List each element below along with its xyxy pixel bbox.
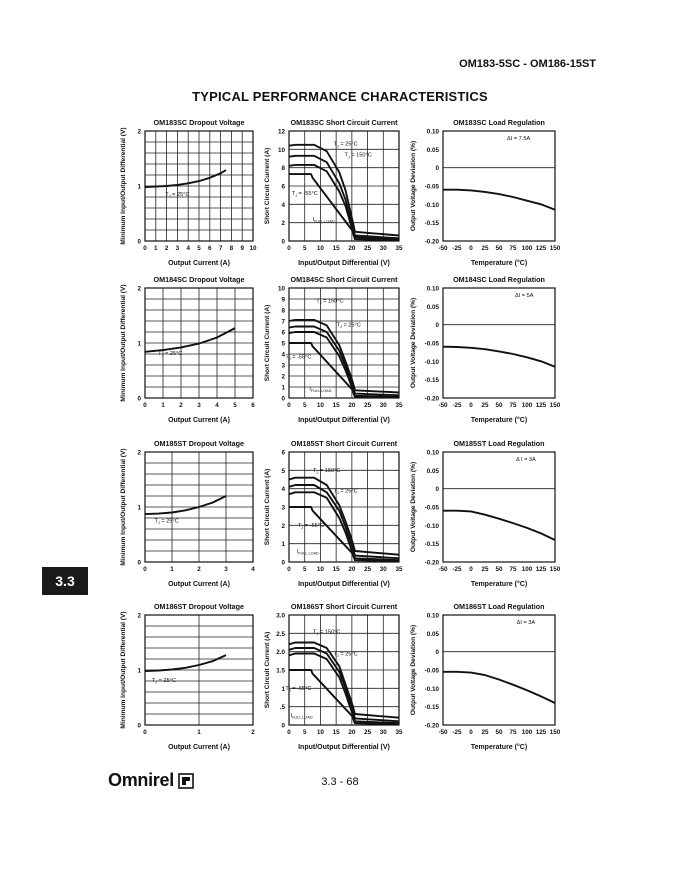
curve-annotation: ΔI = 3A xyxy=(516,620,536,627)
x-tick-label: 100 xyxy=(521,566,533,573)
y-tick-label: 0.10 xyxy=(426,612,439,620)
chart-8 xyxy=(264,439,403,588)
x-tick-label: 150 xyxy=(549,566,561,573)
x-tick-label: -25 xyxy=(452,245,462,252)
y-tick-label: -0.15 xyxy=(424,377,439,385)
series-line-2 xyxy=(289,485,399,558)
series-line xyxy=(145,170,226,187)
y-tick-label: 0.05 xyxy=(426,146,439,154)
y-tick-label: 9 xyxy=(281,296,285,304)
x-tick-label: -50 xyxy=(438,245,448,252)
chart-title: OM183SC Short Circuit Current xyxy=(290,118,398,127)
x-tick-label: 15 xyxy=(332,402,340,409)
x-tick-label: 0 xyxy=(143,729,147,736)
y-tick-label: 0.10 xyxy=(426,285,439,293)
y-axis-label: Minimum Input/Output Differential (V) xyxy=(120,448,127,566)
x-tick-label: 30 xyxy=(379,402,387,409)
x-tick-label: -25 xyxy=(452,729,462,736)
y-tick-label: 3.0 xyxy=(276,612,285,620)
x-tick-label: 15 xyxy=(332,245,340,252)
y-tick-label: 0 xyxy=(137,238,141,246)
y-axis-label: Minimum Input/Output Differential (V) xyxy=(120,611,127,729)
y-axis-label: Short Circuit Current (A) xyxy=(264,304,271,382)
x-axis-label: Output Current (A) xyxy=(168,260,230,267)
curve-annotation: $T_J = 25^\circ C$ xyxy=(154,518,179,525)
curve-annotation: $T_J = 25^\circ C$ xyxy=(333,488,358,495)
y-tick-label: 0 xyxy=(435,165,439,173)
y-tick-label: 8 xyxy=(281,165,285,173)
series-line xyxy=(443,511,555,540)
y-tick-label: 4 xyxy=(281,351,285,359)
x-axis-label: Input/Output Differential (V) xyxy=(298,581,390,588)
x-tick-label: 100 xyxy=(521,729,533,736)
y-tick-label: 1 xyxy=(137,667,141,675)
series-line-3 xyxy=(289,165,399,240)
series-line-2 xyxy=(289,648,399,721)
x-tick-label: 6 xyxy=(208,245,212,252)
chart-6 xyxy=(410,275,561,424)
curve-annotation: $T_J = 25^\circ C$ xyxy=(158,351,183,358)
y-tick-label: 2 xyxy=(281,220,285,228)
y-tick-label: .5 xyxy=(279,704,285,712)
y-tick-label: -0.10 xyxy=(424,685,439,693)
y-axis-label: Short Circuit Current (A) xyxy=(264,468,271,546)
x-tick-label: 8 xyxy=(229,245,234,252)
chart-title: OM186ST Dropout Voltage xyxy=(153,602,245,611)
x-tick-label: 0 xyxy=(469,402,473,409)
chart-title: OM185ST Dropout Voltage xyxy=(153,439,245,448)
x-tick-label: 0 xyxy=(287,729,291,736)
series-line-4 xyxy=(289,343,399,397)
x-tick-label: 50 xyxy=(495,566,503,573)
curve-annotation: $T_J = -55^\circ C$ xyxy=(297,523,325,530)
x-tick-label: 10 xyxy=(249,245,257,252)
y-tick-label: 0.10 xyxy=(426,128,439,136)
curve-annotation: $T_J = -55^\circ C$ xyxy=(291,191,318,198)
logo-text: Omnirel xyxy=(108,770,174,790)
x-axis-label: Output Current (A) xyxy=(168,417,230,424)
y-tick-label: 10 xyxy=(277,285,285,293)
series-line xyxy=(443,672,555,703)
x-tick-label: 0 xyxy=(143,566,147,573)
y-tick-label: 0 xyxy=(435,486,439,494)
x-tick-label: 100 xyxy=(521,245,533,252)
x-tick-label: 0 xyxy=(469,566,473,573)
x-tick-label: 1 xyxy=(154,245,158,252)
series-line xyxy=(145,496,226,514)
series-line xyxy=(443,190,555,210)
x-tick-label: 25 xyxy=(481,566,489,573)
x-tick-label: 3 xyxy=(224,566,228,573)
chart-3 xyxy=(410,118,561,267)
y-tick-label: 7 xyxy=(281,318,285,326)
chart-title: OM184SC Short Circuit Current xyxy=(290,275,398,284)
x-tick-label: 5 xyxy=(302,245,307,252)
x-tick-label: -50 xyxy=(438,566,448,573)
x-tick-label: 50 xyxy=(495,402,503,409)
x-tick-label: 25 xyxy=(364,729,372,736)
x-axis-label: Output Current (A) xyxy=(168,744,230,751)
chart-4 xyxy=(120,275,255,424)
x-tick-label: 75 xyxy=(509,566,517,573)
curve-annotation: $I_{FULL LOAD}$ xyxy=(290,712,313,720)
y-tick-label: 2 xyxy=(137,285,141,293)
chart-title: OM183SC Load Regulation xyxy=(453,118,545,127)
x-tick-label: 75 xyxy=(509,245,517,252)
x-tick-label: 20 xyxy=(348,402,356,409)
y-tick-label: -0.10 xyxy=(424,201,439,209)
y-tick-label: -0.20 xyxy=(424,722,439,730)
plot-frame xyxy=(443,288,555,398)
y-tick-label: 4 xyxy=(281,486,285,494)
curve-annotation: $T_J = 150^\circ C$ xyxy=(344,152,372,160)
curve-annotation: $T_J = 150^\circ C$ xyxy=(316,298,344,305)
x-tick-label: 150 xyxy=(549,245,561,252)
y-axis-label: Output Voltage Deviation (%) xyxy=(410,297,417,389)
y-axis-label: Output Voltage Deviation (%) xyxy=(410,624,417,716)
curve-annotation: $T_J = 25^\circ C$ xyxy=(336,322,361,330)
y-tick-label: 2 xyxy=(281,373,285,381)
x-tick-label: 0 xyxy=(143,402,147,409)
y-tick-label: 0 xyxy=(137,559,141,567)
x-tick-label: 20 xyxy=(348,245,356,252)
chart-title: OM185ST Load Regulation xyxy=(453,439,545,448)
y-tick-label: -0.05 xyxy=(424,183,439,191)
x-tick-label: 35 xyxy=(395,245,403,252)
x-tick-label: 20 xyxy=(348,729,356,736)
x-tick-label: 1 xyxy=(170,566,174,573)
omnirel-mark-icon xyxy=(178,773,194,789)
y-tick-label: 0 xyxy=(281,722,285,730)
y-tick-label: 10 xyxy=(277,146,285,154)
x-axis-label: Output Current (A) xyxy=(168,581,230,588)
x-tick-label: 2 xyxy=(164,245,169,252)
y-tick-label: 1 xyxy=(281,384,285,392)
x-axis-label: Input/Output Differential (V) xyxy=(298,417,390,424)
x-tick-label: 0 xyxy=(469,245,473,252)
x-tick-label: 0 xyxy=(469,729,473,736)
x-tick-label: 5 xyxy=(302,566,307,573)
y-tick-label: 1 xyxy=(281,541,285,549)
x-tick-label: 0 xyxy=(143,245,147,252)
y-tick-label: 0.10 xyxy=(426,449,439,457)
curve-annotation: ΔI = 5A xyxy=(514,293,534,300)
chart-2 xyxy=(264,118,403,267)
x-tick-label: 15 xyxy=(332,729,340,736)
y-axis-label: Short Circuit Current (A) xyxy=(264,147,271,225)
y-tick-label: 1 xyxy=(281,685,285,693)
x-tick-label: 35 xyxy=(395,729,403,736)
y-tick-label: 6 xyxy=(281,183,285,191)
x-tick-label: 100 xyxy=(521,402,533,409)
series-line xyxy=(443,347,555,367)
y-tick-label: -0.15 xyxy=(424,704,439,712)
y-tick-label: 3 xyxy=(281,504,285,512)
chart-1 xyxy=(120,118,257,267)
y-tick-label: -0.05 xyxy=(424,667,439,675)
y-tick-label: -0.15 xyxy=(424,541,439,549)
y-tick-label: -0.20 xyxy=(424,395,439,403)
y-tick-label: -0.05 xyxy=(424,340,439,348)
x-tick-label: -50 xyxy=(438,729,448,736)
x-axis-label: Temperature (°C) xyxy=(470,744,528,751)
curve-annotation: $T_J = 150^\circ C$ xyxy=(313,629,341,636)
y-tick-label: 0 xyxy=(281,559,285,567)
x-tick-label: 30 xyxy=(379,245,387,252)
x-tick-label: 5 xyxy=(302,402,307,409)
y-axis-label: Output Voltage Deviation (%) xyxy=(410,461,417,553)
y-tick-label: -0.20 xyxy=(424,238,439,246)
curve-annotation: $T_J = 25^\circ C$ xyxy=(165,191,190,199)
plot-frame xyxy=(443,131,555,241)
y-tick-label: 0 xyxy=(435,649,439,657)
chart-5 xyxy=(264,275,403,424)
y-tick-label: 2 xyxy=(137,128,141,136)
x-tick-label: 10 xyxy=(316,245,324,252)
curve-annotation: $I_{FULL LOAD}$ xyxy=(312,216,335,224)
y-axis-label: Minimum Input/Output Differential (V) xyxy=(120,127,127,245)
y-tick-label: 5 xyxy=(281,467,285,475)
chart-title: OM186ST Load Regulation xyxy=(453,602,545,611)
x-axis-label: Input/Output Differential (V) xyxy=(298,744,390,751)
y-tick-label: -0.15 xyxy=(424,220,439,228)
y-tick-label: 5 xyxy=(281,340,285,348)
x-tick-label: 3 xyxy=(197,402,201,409)
x-tick-label: -25 xyxy=(452,402,462,409)
x-tick-label: 5 xyxy=(302,729,307,736)
y-tick-label: -0.20 xyxy=(424,559,439,567)
x-tick-label: 0 xyxy=(287,245,291,252)
x-tick-label: -50 xyxy=(438,402,448,409)
series-line-2 xyxy=(289,327,399,396)
y-tick-label: -0.10 xyxy=(424,522,439,530)
y-axis-label: Short Circuit Current (A) xyxy=(264,631,271,709)
y-tick-label: 0 xyxy=(137,395,141,403)
x-tick-label: 3 xyxy=(175,245,180,252)
x-tick-label: 50 xyxy=(495,245,503,252)
x-tick-label: 50 xyxy=(495,729,503,736)
chart-title: OM184SC Load Regulation xyxy=(453,275,545,284)
x-tick-label: 2 xyxy=(179,402,183,409)
x-tick-label: 25 xyxy=(364,402,372,409)
x-tick-label: 150 xyxy=(549,402,561,409)
curve-annotation: $I_{FULL LOAD}$ xyxy=(296,548,319,556)
x-axis-label: Temperature (°C) xyxy=(470,260,528,267)
x-tick-label: 7 xyxy=(218,245,223,252)
x-tick-label: 125 xyxy=(535,245,547,252)
x-tick-label: 1 xyxy=(161,402,165,409)
x-tick-label: 10 xyxy=(316,729,324,736)
y-axis-label: Minimum Input/Output Differential (V) xyxy=(120,284,127,402)
chart-title: OM185ST Short Circuit Current xyxy=(290,439,398,448)
y-tick-label: 2 xyxy=(137,612,141,620)
curve-annotation: $T_J = 25^\circ C$ xyxy=(333,651,358,658)
curve-annotation: $T_J = -55^\circ C$ xyxy=(285,354,312,361)
y-tick-label: 12 xyxy=(277,128,285,136)
x-tick-label: 25 xyxy=(481,402,489,409)
y-tick-label: 6 xyxy=(281,329,285,337)
y-tick-label: 2 xyxy=(137,449,141,457)
curve-annotation: $T_J = 150^\circ C$ xyxy=(313,468,341,475)
x-tick-label: 150 xyxy=(549,729,561,736)
y-tick-label: 2.5 xyxy=(276,630,285,638)
curve-annotation: $I_{FULL LOAD}$ xyxy=(309,386,332,393)
page-number: 3.3 - 68 xyxy=(321,776,359,788)
x-tick-label: 15 xyxy=(332,566,340,573)
y-tick-label: 0.05 xyxy=(426,467,439,475)
chart-7 xyxy=(120,439,255,588)
x-tick-label: 2 xyxy=(197,566,201,573)
y-tick-label: 0 xyxy=(281,395,285,403)
y-tick-label: 2 xyxy=(281,522,285,530)
x-tick-label: 125 xyxy=(535,402,547,409)
x-tick-label: 125 xyxy=(535,729,547,736)
curve-annotation: ΔI = 7.5A xyxy=(507,136,531,143)
chart-title: OM186ST Short Circuit Current xyxy=(290,602,398,611)
y-axis-label: Output Voltage Deviation (%) xyxy=(410,140,417,232)
y-tick-label: 0.05 xyxy=(426,303,439,311)
x-axis-label: Input/Output Differential (V) xyxy=(298,260,390,267)
curve-annotation: $T_J = 25^\circ C$ xyxy=(151,678,177,685)
chart-title: OM183SC Dropout Voltage xyxy=(153,118,245,127)
x-tick-label: 5 xyxy=(197,245,201,252)
x-tick-label: 0 xyxy=(287,402,291,409)
header-part-numbers: OM183-5SC - OM186-15ST xyxy=(459,58,596,70)
y-tick-label: 1 xyxy=(137,183,141,191)
x-tick-label: 75 xyxy=(509,729,517,736)
x-tick-label: 6 xyxy=(251,402,255,409)
x-tick-label: 75 xyxy=(509,402,517,409)
y-tick-label: -0.05 xyxy=(424,504,439,512)
x-tick-label: 2 xyxy=(251,729,255,736)
x-tick-label: 4 xyxy=(215,402,219,409)
x-tick-label: 0 xyxy=(287,566,291,573)
x-tick-label: 20 xyxy=(348,566,356,573)
x-axis-label: Temperature (°C) xyxy=(470,417,528,424)
y-tick-label: 1 xyxy=(137,340,141,348)
chart-9 xyxy=(410,439,561,588)
x-tick-label: 25 xyxy=(481,245,489,252)
x-tick-label: 30 xyxy=(379,566,387,573)
omnirel-logo xyxy=(108,770,194,791)
page-title: TYPICAL PERFORMANCE CHARACTERISTICS xyxy=(192,89,488,104)
y-tick-label: 4 xyxy=(281,201,285,209)
y-tick-label: 2.0 xyxy=(276,649,285,657)
chart-11 xyxy=(264,602,403,751)
chart-title: OM184SC Dropout Voltage xyxy=(153,275,245,284)
y-tick-label: 8 xyxy=(281,307,285,315)
y-tick-label: 0 xyxy=(281,238,285,246)
x-axis-label: Temperature (°C) xyxy=(470,581,528,588)
x-tick-label: 25 xyxy=(364,566,372,573)
y-tick-label: 3 xyxy=(281,362,285,370)
x-tick-label: 25 xyxy=(364,245,372,252)
chart-10 xyxy=(120,602,255,751)
y-tick-label: 1.5 xyxy=(276,667,285,675)
y-tick-label: 6 xyxy=(281,449,285,457)
plot-frame xyxy=(443,452,555,562)
curve-annotation: $T_J = -55^\circ C$ xyxy=(285,686,312,693)
curve-annotation: Δ I = 3A xyxy=(515,457,536,464)
x-tick-label: 5 xyxy=(233,402,237,409)
x-tick-label: 4 xyxy=(186,245,190,252)
x-tick-label: 9 xyxy=(240,245,244,252)
plot-frame xyxy=(443,615,555,725)
x-tick-label: 125 xyxy=(535,566,547,573)
chart-12 xyxy=(410,602,561,751)
y-tick-label: -0.10 xyxy=(424,358,439,366)
x-tick-label: 35 xyxy=(395,566,403,573)
x-tick-label: 30 xyxy=(379,729,387,736)
x-tick-label: 4 xyxy=(251,566,255,573)
series-line xyxy=(145,655,226,671)
section-tab: 3.3 xyxy=(42,567,88,595)
x-tick-label: 1 xyxy=(197,729,201,736)
x-tick-label: 35 xyxy=(395,402,403,409)
x-tick-label: 25 xyxy=(481,729,489,736)
curve-annotation: $T_J = 25^\circ C$ xyxy=(333,141,358,149)
y-tick-label: 0.05 xyxy=(426,630,439,638)
y-tick-label: 1 xyxy=(137,504,141,512)
x-tick-label: 10 xyxy=(316,402,324,409)
y-tick-label: 0 xyxy=(137,722,141,730)
x-tick-label: 10 xyxy=(316,566,324,573)
y-tick-label: 0 xyxy=(435,322,439,330)
x-tick-label: -25 xyxy=(452,566,462,573)
